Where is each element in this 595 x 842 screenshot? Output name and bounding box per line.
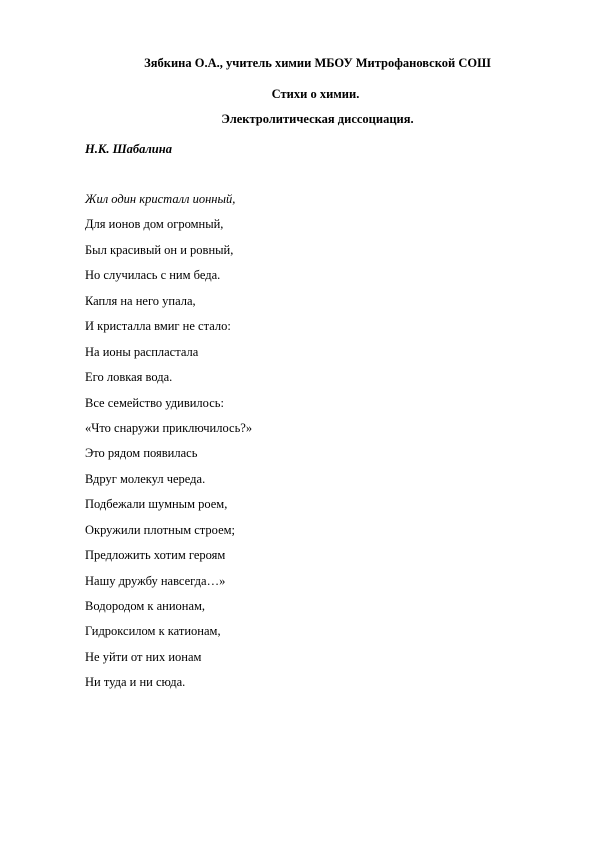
document-title: Стихи о химии. [271, 87, 360, 101]
poem-line: Его ловкая вода. [85, 370, 173, 385]
poem-line: Нашу дружбу навсегда…» [85, 573, 226, 588]
poem-line: Не уйти от них ионам [85, 649, 202, 664]
poem-line: Гидроксилом к катионам, [85, 624, 221, 639]
poem-line: Для ионов дом огромный, [85, 217, 224, 232]
poem-line: Ни туда и ни сюда. [85, 675, 186, 690]
poem-line: Был красивый он и ровный, [85, 242, 234, 257]
poem-line: Окружили плотным строем; [85, 522, 235, 537]
poem-line: Капля на него упала, [85, 293, 196, 308]
document-subtitle: Электролитическая диссоциация. [221, 112, 414, 126]
poet-name: Н.К. Шабалина [85, 142, 172, 156]
author-line: Зябкина О.А., учитель химии МБОУ Митрофановской СОШ [144, 56, 491, 70]
poem-line: Жил один кристалл ионный, [85, 192, 236, 206]
poem-line: Водородом к анионам, [85, 599, 206, 613]
poem-line: Вдруг молекул череда. [85, 471, 206, 486]
poem-line: Все семейство удивилось: [85, 395, 224, 410]
poem-stanza [85, 191, 252, 700]
poem-line: Подбежали шумным роем, [85, 497, 228, 512]
poem-line: И кристалла вмиг не стало: [85, 319, 231, 334]
poem-line: На ионы распластала [85, 344, 199, 359]
poem-line: Предложить хотим героям [85, 548, 226, 563]
poem-line: «Что снаружи приключилось?» [85, 420, 253, 435]
poem-line: Но случилась с ним беда. [85, 268, 221, 283]
poem-line: Это рядом появилась [85, 446, 198, 461]
